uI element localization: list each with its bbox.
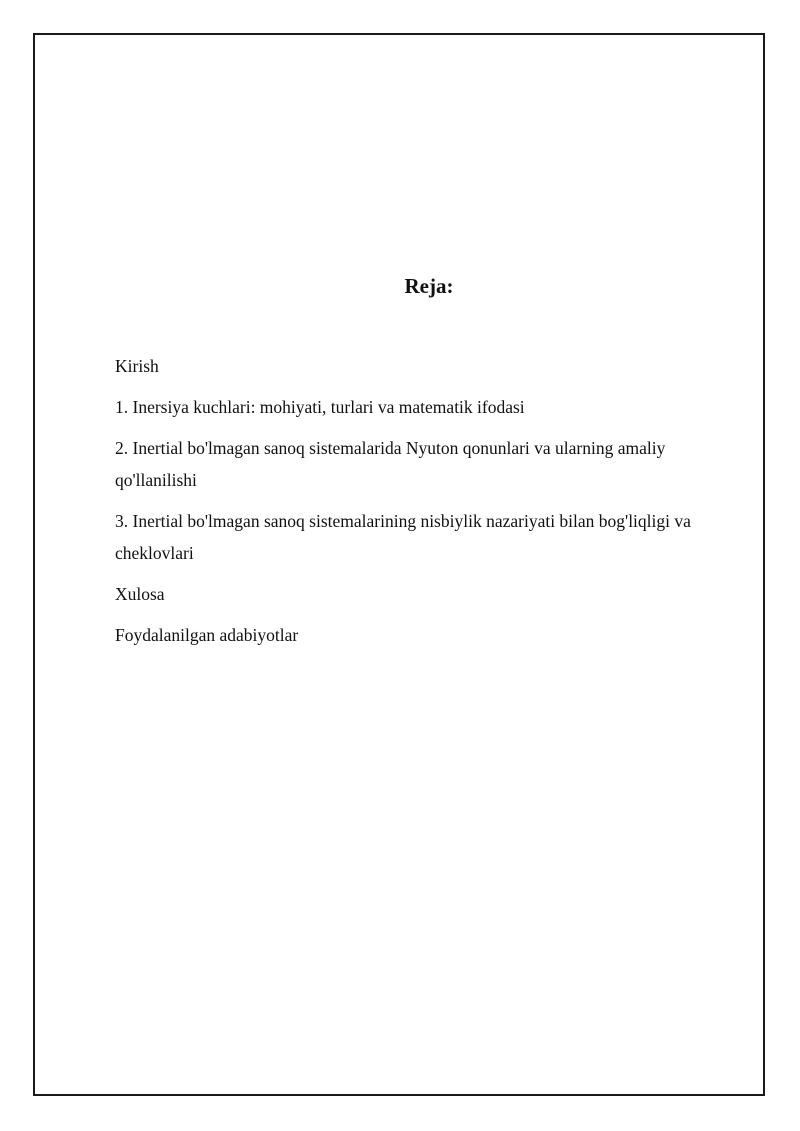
toc-item-introduction: Kirish	[115, 356, 159, 376]
toc-item-3: 3. Inertial bo'lmagan sanoq sistemalarining nisbiylik nazariyati bilan bog'liqligi va cheklovlari	[115, 511, 691, 563]
toc-item-2: 2. Inertial bo'lmagan sanoq sistemalarida Nyuton qonunlari va ularning amaliy qo'llanilishi	[115, 438, 666, 490]
toc-item-references: Foydalanilgan adabiyotlar	[115, 625, 299, 645]
toc-item-1: 1. Inersiya kuchlari: mohiyati, turlari va matematik ifodasi	[115, 397, 525, 417]
page-title: Reja:	[404, 274, 454, 298]
toc-item-conclusion: Xulosa	[115, 584, 165, 604]
table-of-contents	[115, 350, 745, 660]
